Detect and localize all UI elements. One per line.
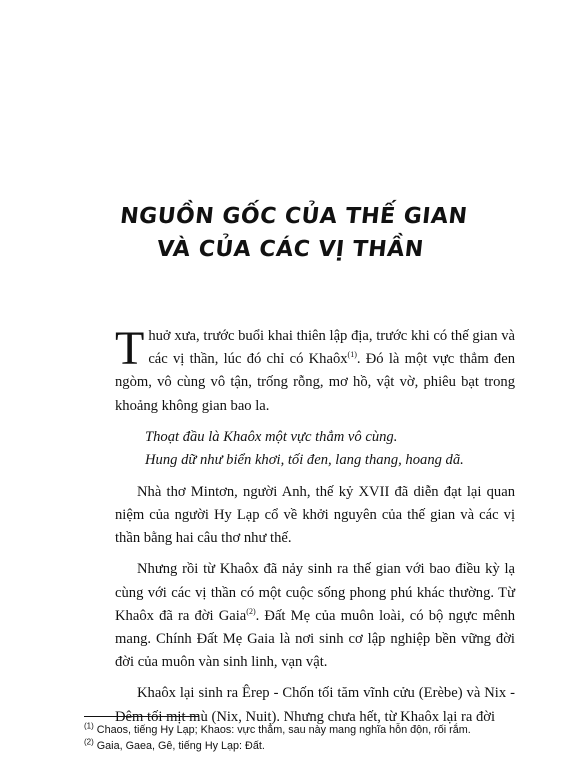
chapter-title — [0, 200, 584, 266]
chapter-title-line-2: VÀ CỦA CÁC VỊ THẦN — [155, 237, 425, 262]
paragraph-1-text-a: huở xưa, trước buổi khai thiên lập địa, trước khi có thế gian và các vị thần, lúc đó chỉ có Khaôx — [148, 328, 515, 368]
footnotes — [84, 722, 524, 754]
body-text — [115, 322, 516, 737]
footnote-1-text: Chaos, tiếng Hy Lạp; Khaos: vực thẳm, sau này mang nghĩa hỗn độn, rối rắm. — [93, 724, 471, 736]
paragraph-3-text-a: Nhưng rồi từ Khaôx đã nảy sinh ra thế gian với bao điều kỳ lạ cùng với các vị thần có một cuộc sống phong phú khác thường. Từ Khaôx đã ra đời Gaia — [115, 561, 515, 624]
footnote-1 — [84, 722, 524, 738]
drop-cap: T — [115, 322, 145, 375]
footnote-2 — [84, 738, 524, 754]
verse-line-2: Hung dữ như biển khơi, tối đen, lang thang, hoang dã. — [145, 452, 464, 469]
footnote-divider — [84, 716, 199, 717]
paragraph-2: Nhà thơ Mintơn, người Anh, thế kỷ XVII đã diễn đạt lại quan niệm của người Hy Lạp cổ về khởi nguyên của thế gian và các vị thần bằng hai câu thơ như thế. — [115, 483, 515, 547]
footnote-ref-2: (2) — [246, 606, 256, 616]
verse-quote — [145, 426, 515, 473]
footnote-1-mark: (1) — [84, 721, 94, 731]
paragraph-1 — [115, 322, 516, 418]
footnote-2-mark: (2) — [84, 737, 94, 747]
paragraph-1-text-b: . Đó là một vực thẳm đen ngòm, vô cùng vô tận, trống rỗng, mơ hồ, vật vờ, phiêu bạt trong khoảng không gian bao la. — [115, 351, 516, 414]
paragraph-3-text-b: . Đất Mẹ của muôn loài, có bộ ngực mênh mang. Chính Đất Mẹ Gaia là nơi sinh cơ lập nghiệp bền vững đời đời của muôn vàn sinh linh, vạn vật. — [115, 607, 516, 671]
paragraph-3 — [115, 558, 515, 674]
footnote-ref-1: (1) — [347, 350, 357, 360]
verse-line-1: Thoạt đầu là Khaôx một vực thẳm vô cùng. — [145, 428, 398, 445]
paragraph-4: Khaôx lại sinh ra Êrep - Chốn tối tăm vĩnh cửu (Erèbe) và Nix - Đêm tối mịt mù (Nix, Nuit). Nhưng chưa hết, từ Khaôx lại ra đời — [115, 685, 515, 725]
chapter-title-line-1: NGUỒN GỐC CỦA THẾ GIAN — [118, 204, 469, 229]
footnote-2-text: Gaia, Gaea, Gê, tiếng Hy Lạp: Đất. — [93, 740, 265, 752]
